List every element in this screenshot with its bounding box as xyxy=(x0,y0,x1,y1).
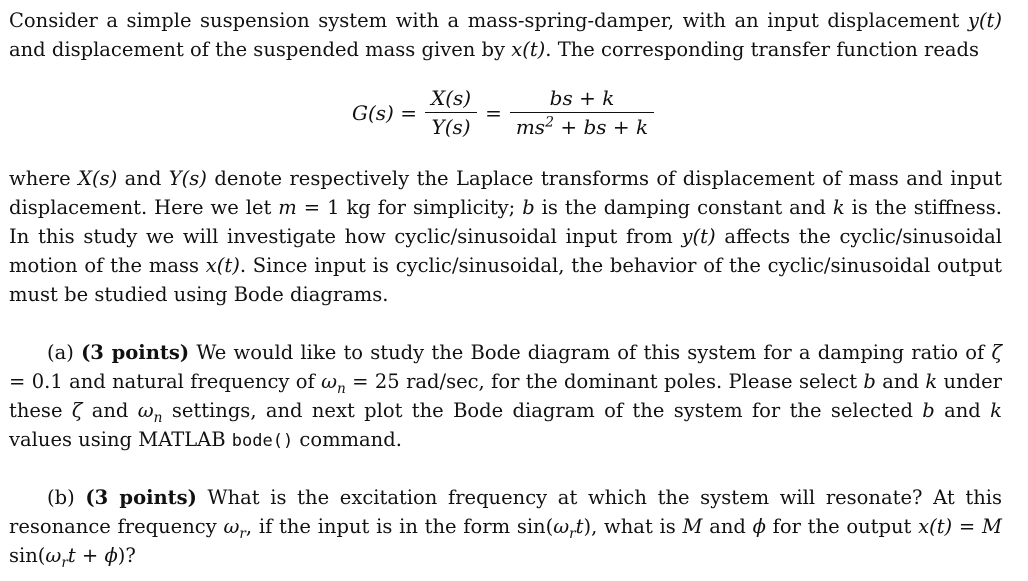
den-term-rest: + bs + k xyxy=(554,115,649,140)
part-a-paragraph xyxy=(9,338,1002,456)
math-omega: ω xyxy=(137,399,154,422)
math-subscript-r: r xyxy=(239,525,246,542)
math-x-of-t: x(t) xyxy=(511,38,546,61)
math-subscript-n: n xyxy=(337,380,346,397)
den-term-ms: ms xyxy=(515,115,546,140)
part-a-text: values using MATLAB xyxy=(9,428,232,451)
math-subscript-r: r xyxy=(569,525,576,542)
math-t: t xyxy=(67,544,76,567)
den-exponent: 2 xyxy=(545,114,554,131)
fraction-numerator: X(s) xyxy=(430,86,472,110)
where-text: and xyxy=(117,167,169,190)
part-b-text: What is the excitation frequency at which the system will resonate? At this resonance frequency xyxy=(9,486,1002,538)
part-b-text: and xyxy=(702,515,753,538)
math-x-of-t: x(t) xyxy=(205,254,240,277)
part-a-points: (3 points) xyxy=(81,341,190,364)
where-text: = 1 kg for simplicity; xyxy=(296,196,523,219)
math-omega: ω xyxy=(553,515,570,538)
fraction-denominator: Y(s) xyxy=(431,115,471,140)
where-text: denote respectively the Laplace transforms of displacement of mass and input displacement. Here we let xyxy=(9,167,1002,219)
part-a-text: = 25 rad/sec, for the dominant poles. Please select xyxy=(345,370,864,393)
math-omega: ω xyxy=(45,544,62,567)
math-M: M xyxy=(982,515,1002,538)
intro-text: . The corresponding transfer function reads xyxy=(545,38,980,61)
part-b-text: )? xyxy=(117,544,136,567)
part-b-paragraph xyxy=(9,483,1002,570)
math-zeta: ζ xyxy=(991,341,1003,364)
where-paragraph xyxy=(9,164,1002,309)
where-text: affects the cyclic/sinusoidal motion of the mass xyxy=(9,225,1003,277)
intro-text: Consider a simple suspension system with a mass-spring-damper, with an input displacement xyxy=(9,9,968,32)
part-a-text: command. xyxy=(293,428,402,451)
where-text: . Since input is cyclic/sinusoidal, the behavior of the cyclic/sinusoidal output must be studied using Bode diagrams. xyxy=(9,254,1002,306)
part-b-text: + xyxy=(75,544,105,567)
math-b: b xyxy=(922,399,935,422)
math-k: k xyxy=(925,370,938,393)
intro-text: and displacement of the suspended mass given by xyxy=(9,38,512,61)
math-k: k xyxy=(990,399,1002,422)
part-b-text: for the output xyxy=(765,515,919,538)
part-b-label: (b) xyxy=(47,486,86,509)
part-a-text: and xyxy=(934,399,991,422)
part-b-text: , if the input is in the form sin( xyxy=(245,515,554,538)
part-a-text: settings, and next plot the Bode diagram of the system for the selected xyxy=(162,399,923,422)
math-t: t xyxy=(575,515,584,538)
math-m: m xyxy=(278,196,297,219)
where-text: where xyxy=(9,167,79,190)
math-phi: ϕ xyxy=(752,515,766,538)
math-subscript-r: r xyxy=(61,554,68,571)
where-text: is the damping constant and xyxy=(534,196,833,219)
fraction-denominator xyxy=(510,113,654,139)
math-phi: ϕ xyxy=(104,544,118,567)
math-omega: ω xyxy=(223,515,240,538)
math-zeta: ζ xyxy=(71,399,83,422)
part-a-text: We would like to study the Bode diagram of this system for a damping ratio of xyxy=(189,341,992,364)
math-subscript-n: n xyxy=(153,409,163,426)
equals-sign: = xyxy=(485,100,502,125)
math-b: b xyxy=(522,196,535,219)
part-a-text: = 0.1 and natural frequency of xyxy=(9,370,322,393)
transfer-function-equation xyxy=(352,86,662,139)
math-x-of-t: x(t) xyxy=(918,515,953,538)
math-y-of-t: y(t) xyxy=(681,225,716,248)
math-k: k xyxy=(832,196,845,219)
fraction-numerator: bs + k xyxy=(549,86,615,110)
math-omega: ω xyxy=(321,370,338,393)
part-a-text: under these xyxy=(9,370,1002,422)
part-a-text: and xyxy=(875,370,926,393)
part-a-text: and xyxy=(82,399,138,422)
matlab-command: bode() xyxy=(231,431,294,451)
equation-lhs: G(s) = xyxy=(352,100,417,125)
fraction-transfer xyxy=(510,86,654,139)
math-y-of-t: y(t) xyxy=(967,9,1002,32)
part-b-text: sin( xyxy=(9,544,46,567)
where-text: is the stiffness. In this study we will investigate how cyclic/sinusoidal input from xyxy=(9,196,1002,248)
math-M: M xyxy=(682,515,703,538)
part-a-label: (a) xyxy=(47,341,82,364)
part-b-text: = xyxy=(952,515,982,538)
fraction-x-over-y xyxy=(425,86,477,139)
math-Xs: X(s) xyxy=(78,167,118,190)
part-b-text: ), what is xyxy=(583,515,683,538)
math-Ys: Y(s) xyxy=(168,167,207,190)
intro-paragraph xyxy=(9,6,1002,64)
part-b-points: (3 points) xyxy=(85,486,197,509)
math-b: b xyxy=(863,370,876,393)
